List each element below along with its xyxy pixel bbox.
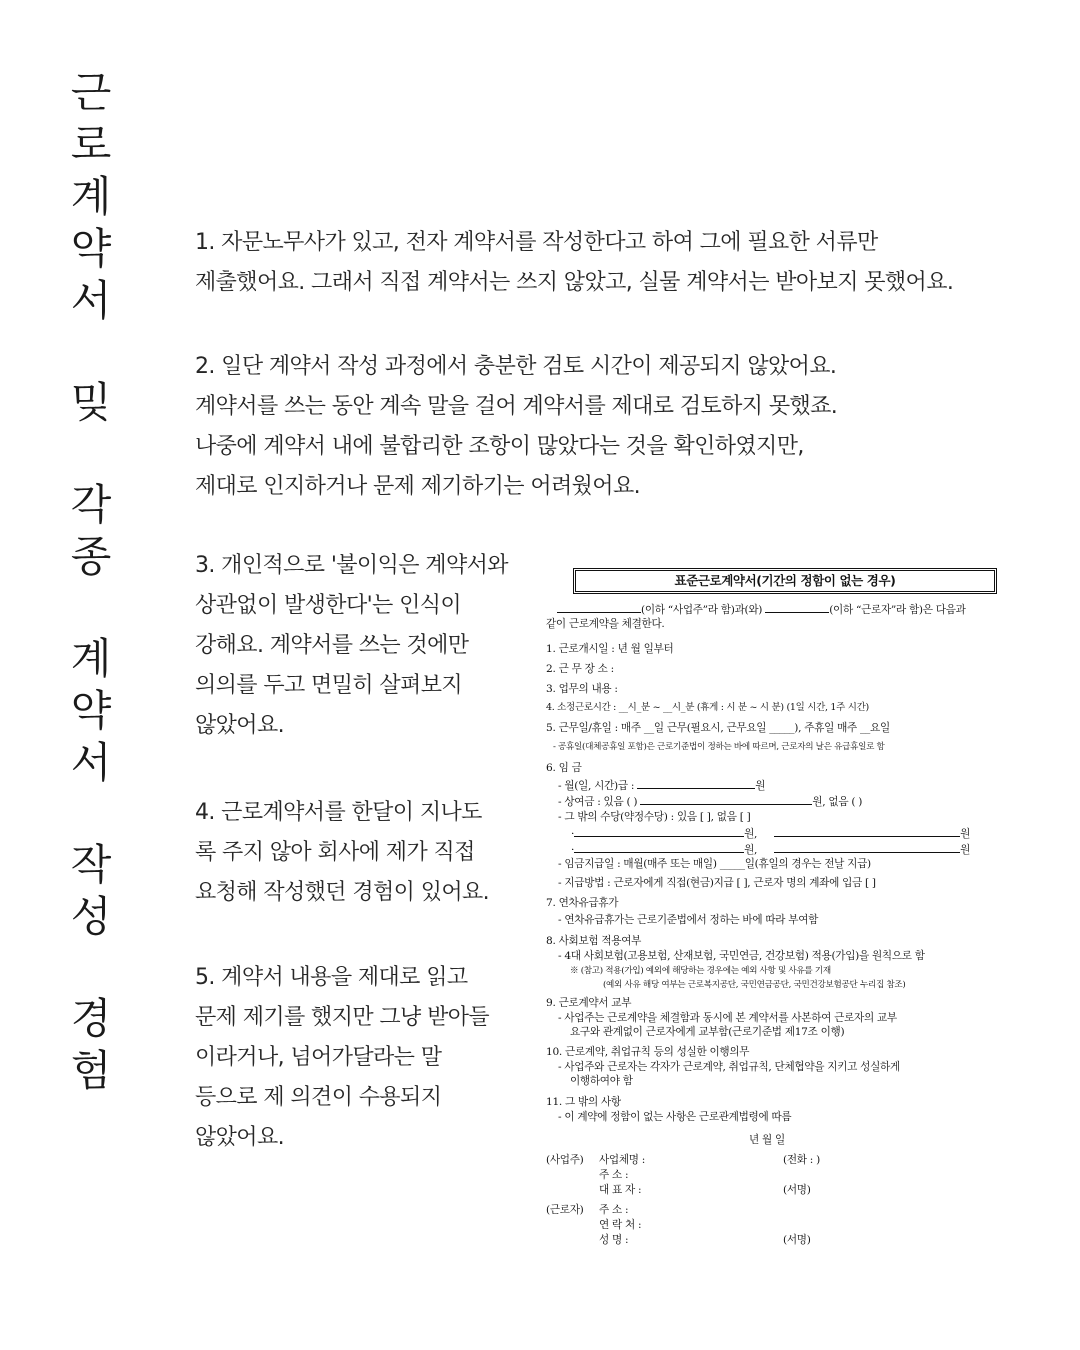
paragraph-line: 않았어요.: [195, 713, 285, 738]
employer-field: 사업체명 :: [599, 1154, 646, 1166]
contract-subitem: - 지급방법 : 근로자에게 직접(현금)지급 [ ], 근로자 명의 계좌에 입금 [ ]: [558, 877, 876, 889]
worker-label: (근로자): [546, 1204, 584, 1216]
allowance-unit: 원: [960, 828, 971, 840]
blank-line: [774, 842, 960, 853]
contract-subitem: [558, 794, 862, 809]
blank-line: [765, 602, 829, 613]
contract-subitem: - 그 밖의 수당(약정수당) : 있음 [ ], 없음 [ ]: [558, 811, 751, 823]
bonus-label: - 상여금 : 있음 ( ): [558, 796, 638, 808]
contract-intro-2: 같이 근로계약을 체결한다.: [546, 618, 665, 630]
paragraph-line: 제대로 인지하거나 문제 제기하기는 어려웠어요.: [195, 474, 641, 499]
paragraph-5: [195, 958, 489, 1158]
vertical-title-char: 계: [70, 172, 112, 221]
contract-subitem: - 4대 사회보험(고용보험, 산재보험, 국민연금, 건강보험) 적용(가입)을 원칙으로 함: [558, 950, 925, 962]
paragraph-line: 제출했어요. 그래서 직접 계약서는 쓰지 않았고, 실물 계약서는 받아보지 못했어요.: [195, 270, 954, 295]
contract-item: 10. 근로계약, 취업규칙 등의 성실한 이행의무: [546, 1046, 750, 1058]
contract-item: 6. 임 금: [546, 762, 582, 774]
vertical-title-char: 각: [70, 480, 112, 529]
contract-title: 표준근로계약서(기간의 정함이 없는 경우): [575, 570, 995, 592]
vertical-title-char: 작: [70, 840, 112, 889]
wage-unit: 원: [755, 780, 766, 792]
contract-subitem: [558, 778, 765, 793]
allowance-unit: 원,: [744, 844, 758, 856]
paragraph-line: 요청해 작성했던 경험이 있어요.: [195, 880, 490, 905]
paragraph-3: [195, 546, 508, 746]
paragraph-line: 의의를 두고 면밀히 살펴보지: [195, 673, 463, 698]
paragraph-line: 문제 제기를 했지만 그냥 받아들: [195, 1005, 490, 1030]
contract-form-image: [543, 566, 1030, 1256]
paragraph-line: 4. 근로계약서를 한달이 지나도: [195, 800, 482, 825]
paragraph-line: 강해요. 계약서를 쓰는 것에만: [195, 633, 469, 658]
vertical-title-char: 서: [70, 738, 112, 787]
intro-text: (이하 “근로자”라 함)은 다음과: [829, 604, 966, 616]
worker-sign: (서명): [783, 1234, 811, 1246]
paragraph-line: 상관없이 발생한다'는 인식이: [195, 593, 462, 618]
paragraph-2: [195, 347, 837, 507]
paragraph-4: [195, 793, 489, 913]
allowance-unit: 원,: [744, 828, 758, 840]
allowance-unit: 원: [960, 844, 971, 856]
contract-item: 11. 그 밖의 사항: [546, 1096, 621, 1108]
contract-item: 1. 근로개시일 : 년 월 일부터: [546, 643, 674, 655]
contract-item: 4. 소정근로시간 : __시_분 ~ __시_분 (휴게 : 시 분 ~ 시 분) (1일 시간, 1주 시간): [546, 702, 869, 713]
blank-line: [574, 826, 744, 837]
vertical-title-char: 종: [70, 532, 112, 581]
worker-field: 주 소 :: [599, 1204, 629, 1216]
contract-note: (예외 사유 해당 여부는 근로복지공단, 국민연금공단, 국민건강보험공단 누리집 참조): [603, 980, 906, 990]
blank-line: [774, 826, 960, 837]
contract-item: 2. 근 무 장 소 :: [546, 663, 614, 675]
employer-field: 대 표 자 :: [599, 1184, 642, 1196]
allowance-row: · 원, 원: [571, 828, 971, 840]
paragraph-line: 록 주지 않아 회사에 제가 직접: [195, 840, 475, 865]
paragraph-line: 2. 일단 계약서 작성 과정에서 충분한 검토 시간이 제공되지 않았어요.: [195, 354, 837, 379]
blank-line: [640, 794, 812, 805]
employer-sign: (서명): [783, 1184, 811, 1196]
contract-subitem: 이행하여야 함: [570, 1075, 633, 1087]
paragraph-line: 계약서를 쓰는 동안 계속 말을 걸어 계약서를 제대로 검토하지 못했죠.: [195, 394, 838, 419]
contract-item: 9. 근로계약서 교부: [546, 997, 632, 1009]
vertical-title-char: 험: [70, 1046, 112, 1095]
vertical-title-char: 계: [70, 634, 112, 683]
blank-line: [574, 842, 744, 853]
contract-intro: [557, 602, 966, 617]
vertical-title-char: 근: [70, 68, 112, 117]
vertical-title-char: 밎: [70, 378, 112, 427]
contract-subitem: - 연차유급휴가는 근로기준법에서 정하는 바에 따라 부여함: [558, 914, 819, 926]
vertical-title-char: 성: [70, 892, 112, 941]
vertical-title-char: 약: [70, 224, 112, 273]
contract-item: 5. 근무일/휴일 : 매주 __일 근무(필요시, 근무요일 _____), 주휴일 매주 __요일: [546, 722, 890, 734]
allowance-row: · 원, 원: [571, 844, 971, 856]
bonus-unit: 원, 없음 ( ): [812, 796, 863, 808]
paragraph-line: 나중에 계약서 내에 불합리한 조항이 많았다는 것을 확인하였지만,: [195, 434, 804, 459]
contract-item: 3. 업무의 내용 :: [546, 683, 618, 695]
paragraph-1: [195, 223, 953, 303]
employer-field: 주 소 :: [599, 1169, 629, 1181]
contract-subitem: - 임금지급일 : 매월(매주 또는 매일) _____일(휴일의 경우는 전날 지급): [558, 858, 871, 870]
intro-text: (이하 “사업주”라 함)과(와): [641, 604, 763, 616]
contract-note: - 공휴일(대체공휴일 포함)은 근로기준법이 정하는 바에 따르며, 근로자의 날은 유급휴일로 함: [553, 742, 885, 752]
employer-label: (사업주): [546, 1154, 584, 1166]
contract-note: ※ (참고) 적용(가입) 예외에 해당하는 경우에는 예외 사항 및 사유를 기재: [570, 966, 831, 976]
contract-item: 7. 연차유급휴가: [546, 897, 619, 909]
blank-line: [557, 602, 641, 613]
paragraph-line: 5. 계약서 내용을 제대로 읽고: [195, 965, 468, 990]
vertical-title-char: 로: [70, 120, 112, 169]
paragraph-line: 않았어요.: [195, 1125, 285, 1150]
paragraph-line: 1. 자문노무사가 있고, 전자 계약서를 작성한다고 하여 그에 필요한 서류만: [195, 230, 878, 255]
paragraph-line: 이라거나, 넘어가달라는 말: [195, 1045, 442, 1070]
contract-date: 년 월 일: [749, 1134, 785, 1146]
wage-label: - 월(일, 시간)급 :: [558, 780, 635, 792]
vertical-title-char: 약: [70, 686, 112, 735]
vertical-title-char: 서: [70, 276, 112, 325]
employer-phone: (전화 : ): [783, 1154, 820, 1166]
paragraph-line: 등으로 제 의견이 수용되지: [195, 1085, 442, 1110]
contract-subitem: - 사업주는 근로계약을 체결함과 동시에 본 계약서를 사본하여 근로자의 교부: [558, 1012, 897, 1024]
worker-field: 성 명 :: [599, 1234, 629, 1246]
paragraph-line: 3. 개인적으로 '불이익은 계약서와: [195, 553, 508, 578]
contract-item: 8. 사회보험 적용여부: [546, 935, 642, 947]
contract-subitem: 요구와 관계없이 근로자에게 교부함(근로기준법 제17조 이행): [570, 1026, 845, 1038]
contract-subitem: - 사업주와 근로자는 각자가 근로계약, 취업규칙, 단체협약을 지키고 성실하게: [558, 1061, 900, 1073]
contract-subitem: - 이 계약에 정함이 없는 사항은 근로관계법령에 따름: [558, 1111, 792, 1123]
vertical-title-char: 경: [70, 994, 112, 1043]
worker-field: 연 락 처 :: [599, 1219, 642, 1231]
blank-line: [637, 778, 755, 789]
